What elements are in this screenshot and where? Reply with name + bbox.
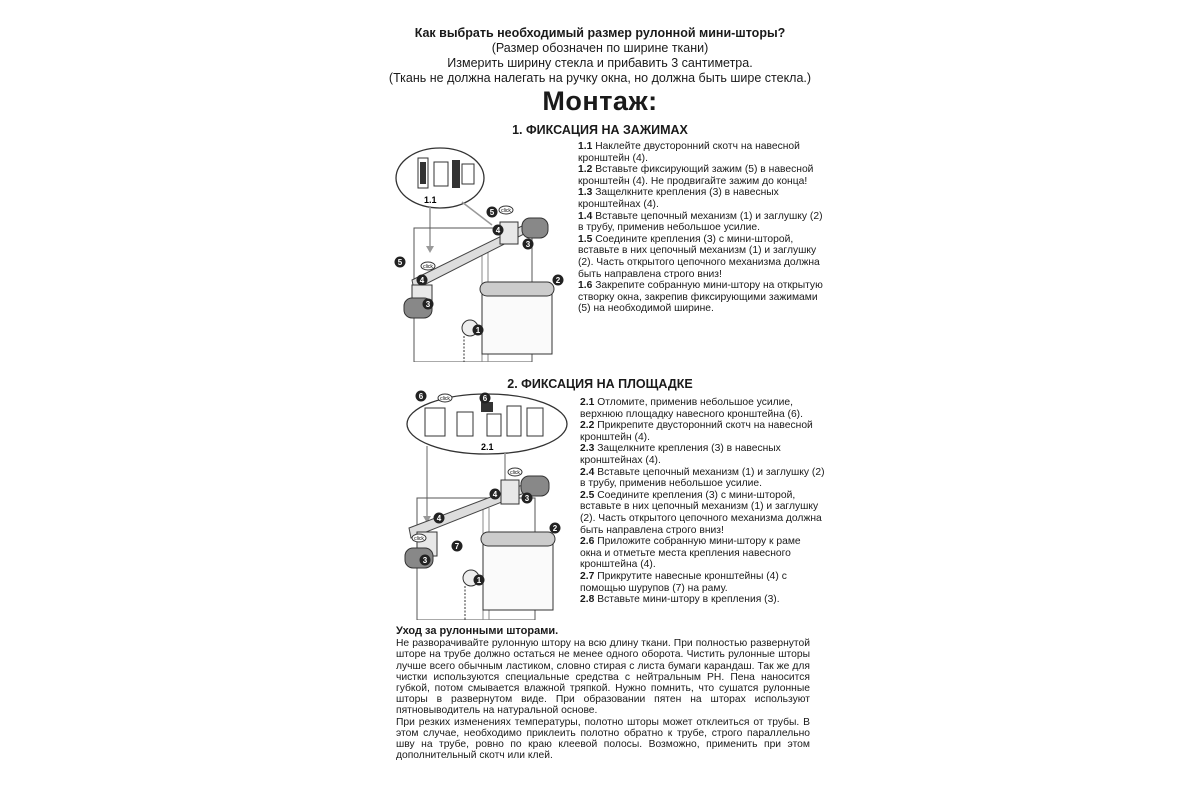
callout-1b: 1	[476, 576, 482, 585]
intro-measure-note: Измерить ширину стекла и прибавить 3 сантиметра.	[447, 56, 753, 70]
callout-3: 3	[525, 240, 531, 249]
step-text: Вставьте цепочный механизм (1) и заглушку (2) в трубу, применив небольшое усилие.	[578, 210, 823, 234]
step-text: Вставьте мини-штору в крепления (3).	[597, 594, 780, 606]
callout-1: 1	[475, 326, 481, 335]
care-paragraph-1: Не разворачивайте рулонную штору на всю длину ткани. При полностью развернутой шторе на трубе должно остаться не менее одного оборота. Чистить рулонные шторы лучше всего обычным ластиком, словно стирая с листа бумаги карандаш. Так же для чистки используются специальные средства с нейтральным PH. Пена наносится губкой, потом смывается влажной тряпкой. Нужно помнить, что сушатся рулонные шторы в развернутом виде. При образовании пятен на шторах используют пятновыводитель на натуральной основе.	[396, 638, 810, 717]
step-number: 2.4	[580, 466, 595, 478]
step-number: 2.2	[580, 420, 595, 432]
callout-2: 2	[555, 276, 561, 285]
care-section	[396, 626, 810, 761]
step-number: 1.5	[578, 233, 593, 245]
step-text: Вставьте фиксирующий зажим (5) в навесной кронштейн (4). Не продвигайте зажим до конца!	[578, 164, 814, 187]
step-text: Соедините крепления (3) с мини-шторой, вставьте в них цепочный механизм (1) и заглушку (2). Часть открытого цепочного механизма должна быть направлена строго вниз!	[578, 233, 820, 280]
section1-steps	[578, 141, 823, 315]
intro-handle-note: (Ткань не должна налегать на ручку окна, но должна быть шире стекла.)	[388, 71, 812, 85]
step-1-2	[578, 164, 823, 187]
step-text: Защелкните крепления (3) в навесных кронштейнах (4).	[580, 443, 781, 466]
figure-label-2-1: 2.1	[481, 442, 494, 452]
section1-illustration	[392, 140, 572, 362]
step-text: Отломите, применив небольшое усилие, верхнюю площадку навесного кронштейна (6).	[580, 397, 803, 420]
step-number: 2.6	[580, 536, 595, 548]
callout-4b: 4	[419, 276, 425, 285]
step-text: Прикрутите навесные кронштейны (4) с помощью шурупов (7) на раму.	[580, 570, 787, 594]
click-label-1: click	[501, 208, 511, 214]
click-label-2: click	[423, 264, 433, 270]
callout-5: 5	[489, 208, 495, 217]
callout-3c: 3	[524, 494, 530, 503]
step-text: Защелкните крепления (3) в навесных кронштейнах (4).	[578, 187, 779, 210]
page-title: Монтаж:	[542, 86, 658, 116]
section2-title: 2. ФИКСАЦИЯ НА ПЛОЩАДКЕ	[507, 377, 693, 391]
step-1-4	[578, 211, 823, 234]
step-2-3	[580, 443, 825, 466]
callout-5b: 5	[397, 258, 403, 267]
step-2-6	[580, 536, 825, 571]
care-paragraph-2: При резких изменениях температуры, полотно шторы может отклеиться от трубы. В этом случае, необходимо приклеить полотно обратно к трубе, строго параллельно шву на трубе, ровно по краю клеевой полосы. Возможно, применить при этом дополнительный скотч или клей.	[396, 716, 810, 762]
callout-4: 4	[495, 226, 501, 235]
step-number: 2.3	[580, 443, 595, 455]
step-2-4	[580, 467, 825, 490]
callout-3d: 3	[422, 556, 428, 565]
callout-3b: 3	[425, 300, 431, 309]
callout-4c: 4	[436, 514, 442, 523]
callout-2b: 2	[552, 524, 558, 533]
intro-size-note: (Размер обозначен по ширине ткани)	[491, 41, 709, 55]
step-number: 1.3	[578, 187, 593, 199]
step-text: Прикрепите двусторонний скотч на навесной кронштейн (4).	[580, 420, 813, 443]
step-number: 1.2	[578, 164, 593, 176]
callout-6: 6	[418, 392, 424, 401]
step-1-5	[578, 234, 823, 280]
step-2-5	[580, 490, 825, 536]
step-number: 2.8	[580, 594, 595, 606]
section1-title: 1. ФИКСАЦИЯ НА ЗАЖИМАХ	[512, 123, 688, 137]
click-label-3: click	[440, 396, 450, 402]
click-label-4: click	[510, 470, 520, 476]
care-title: Уход за рулонными шторами.	[396, 625, 559, 637]
intro-question: Как выбрать необходимый размер рулонной мини-шторы?	[414, 26, 786, 40]
step-2-2	[580, 420, 825, 443]
step-text: Наклейте двусторонний скотч на навесной кронштейн (4).	[578, 141, 800, 164]
step-number: 1.1	[578, 141, 593, 152]
section2-illustration	[395, 388, 575, 620]
figure-label-1-1: 1.1	[424, 195, 437, 205]
section2-steps	[580, 397, 825, 606]
step-2-1	[580, 397, 825, 420]
step-number: 2.1	[580, 397, 595, 408]
callout-6b: 6	[482, 394, 488, 403]
step-number: 2.7	[580, 570, 595, 582]
step-number: 2.5	[580, 489, 595, 501]
step-text: Соедините крепления (3) с мини-шторой, вставьте в них цепочный механизм (1) и заглушку (2). Часть открытого цепочного механизма должна быть направлена строго вниз!	[580, 489, 822, 536]
callout-4d: 4	[492, 490, 498, 499]
click-label-5: click	[414, 536, 424, 542]
step-number: 1.6	[578, 280, 593, 292]
step-1-3	[578, 187, 823, 210]
step-text: Закрепите собранную мини-штору на открытую створку окна, закрепив фиксирующими зажимами (5) на необходимой ширине.	[578, 280, 823, 315]
step-number: 1.4	[578, 210, 593, 222]
step-text: Вставьте цепочный механизм (1) и заглушку (2) в трубу, применив небольшое усилие.	[580, 466, 825, 490]
step-2-8	[580, 594, 825, 606]
step-2-7	[580, 571, 825, 594]
step-1-6	[578, 280, 823, 315]
step-1-1	[578, 141, 823, 164]
callout-7: 7	[454, 542, 460, 551]
intro-block	[0, 26, 1200, 86]
step-text: Приложите собранную мини-штору к раме окна и отметьте места крепления навесного кронштейна (4).	[580, 536, 801, 571]
